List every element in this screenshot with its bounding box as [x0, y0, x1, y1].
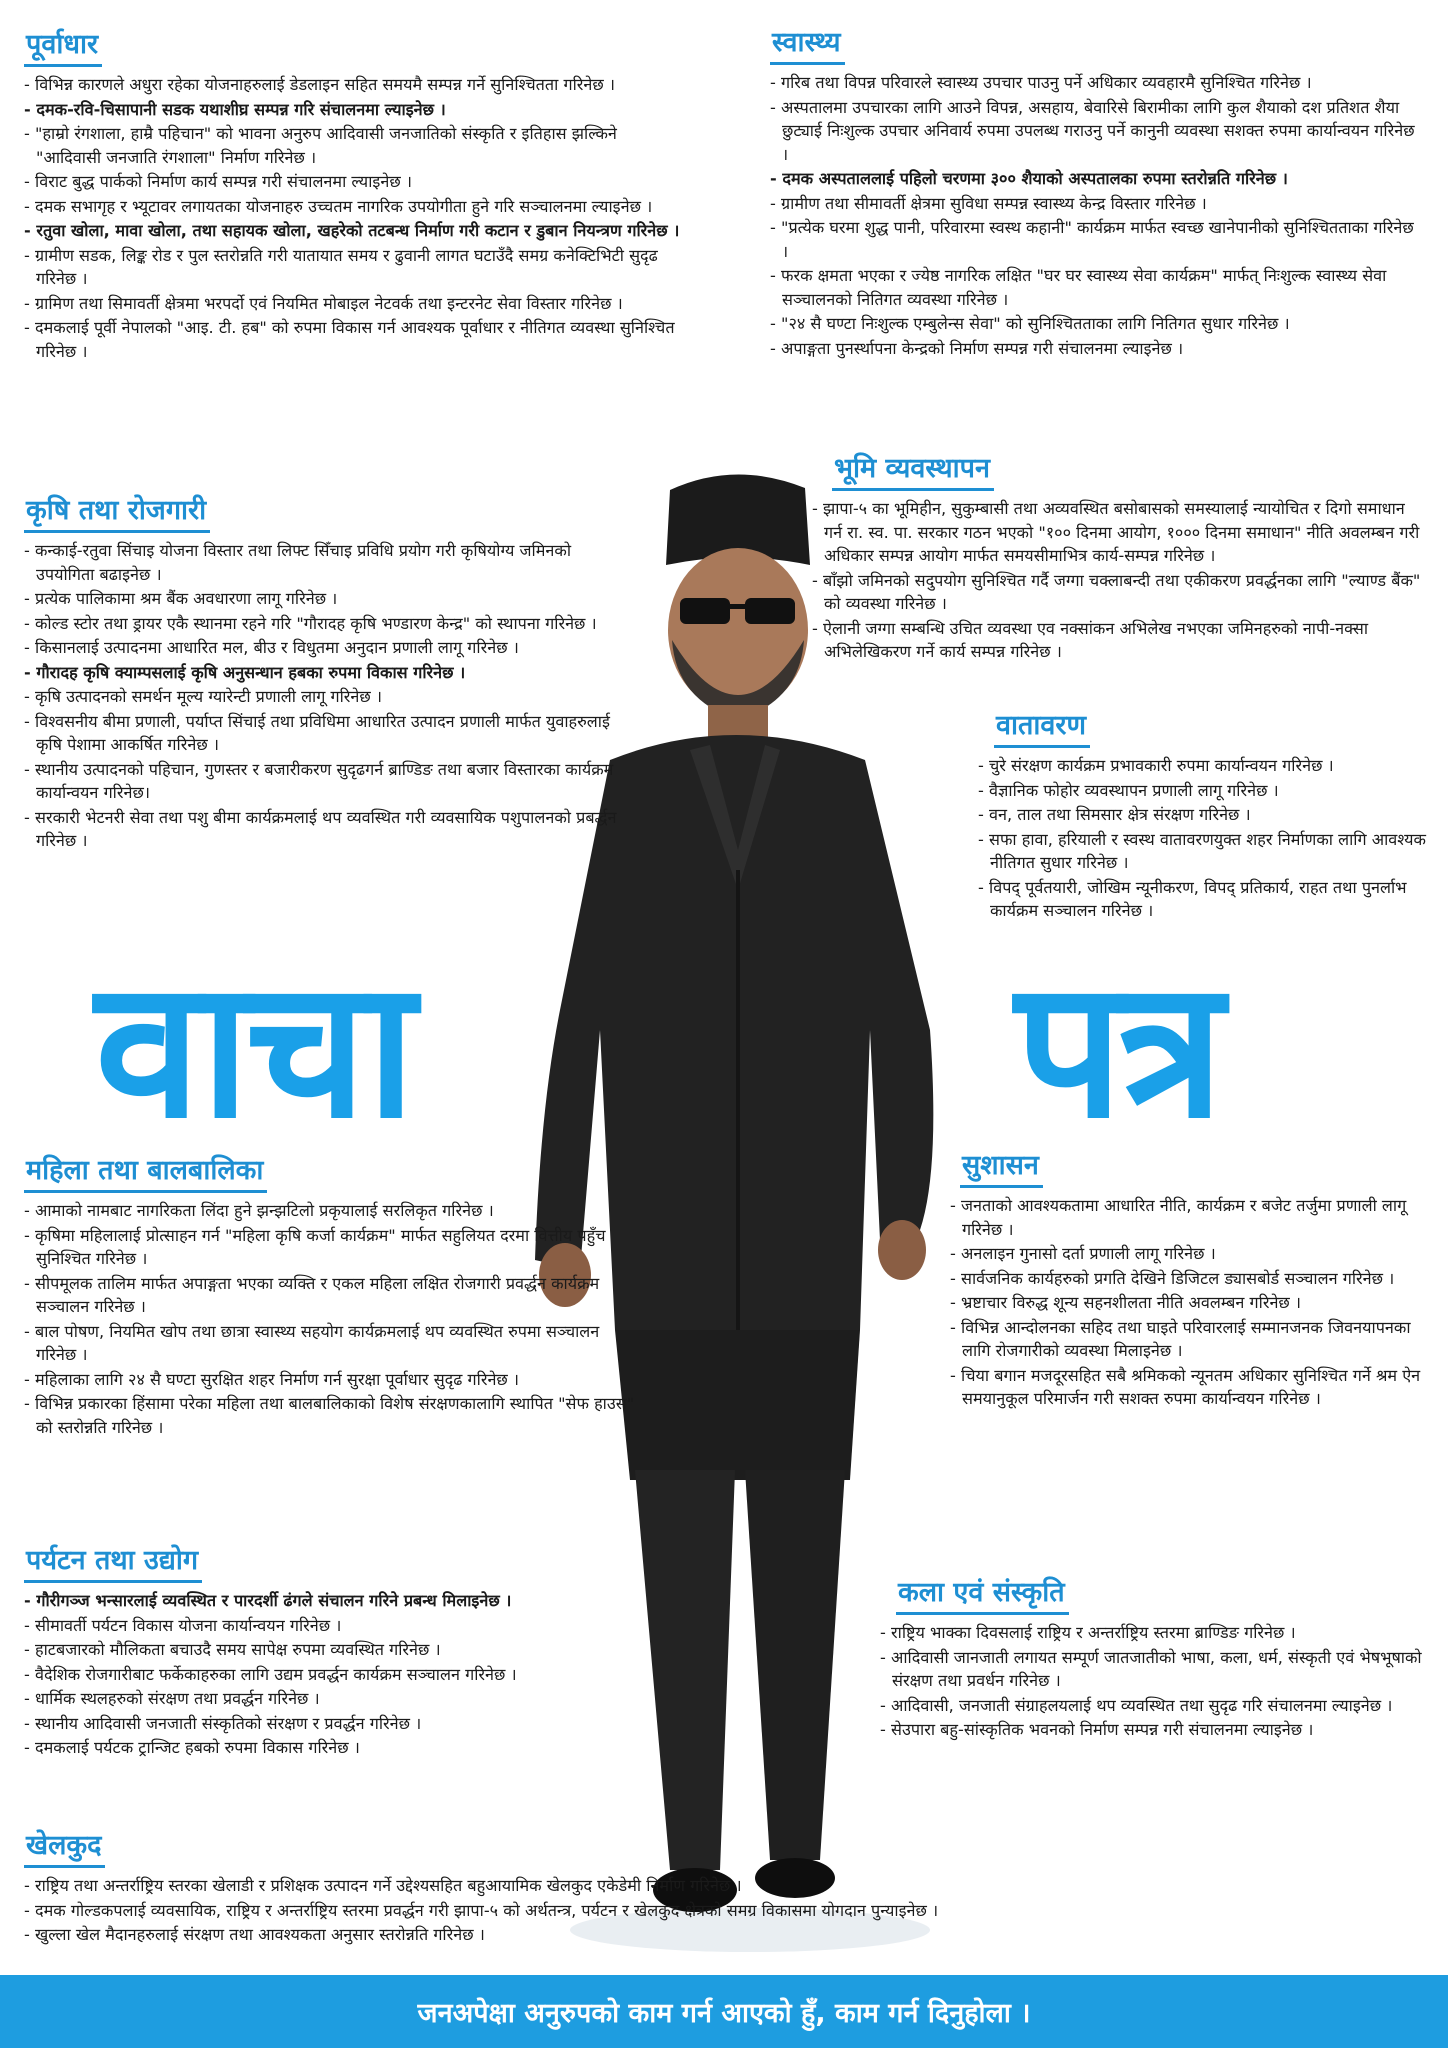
- section-list: [812, 497, 1427, 664]
- list-item: - अनलाइन गुनासो दर्ता प्रणाली लागू गरिनेछ ।: [950, 1242, 1428, 1266]
- section-land: [812, 448, 1427, 665]
- list-item: - भ्रष्टाचार विरुद्ध शून्य सहनशीलता नीति अवलम्बन गरिनेछ ।: [950, 1291, 1428, 1315]
- list-item: - वन, ताल तथा सिमसार क्षेत्र संरक्षण गरिनेछ ।: [978, 803, 1428, 827]
- list-item: - "प्रत्येक घरमा शुद्ध पानी, परिवारमा स्वस्थ कहानी" कार्यक्रम मार्फत स्वच्छ खानेपानीको सुनिश्चितताका गरिनेछ ।: [770, 216, 1420, 263]
- list-item: - विराट बुद्ध पार्कको निर्माण कार्य सम्पन्न गरी संचालनमा ल्याइनेछ ।: [24, 170, 684, 194]
- list-item: - राष्ट्रिय भाक्का दिवसलाई राष्ट्रिय र अन्तर्राष्ट्रिय स्तरमा ब्राण्डिङ गरिनेछ ।: [880, 1621, 1428, 1645]
- list-item: - दमक गोल्डकपलाई व्यवसायिक, राष्ट्रिय र अन्तर्राष्ट्रिय स्तरमा प्रवर्द्धन गरी झापा-५ को अर्थतन्त्र, पर्यटन र खेलकुद क्षेत्रको समग्र विकासमा योगदान पुन्याइनेछ ।: [24, 1899, 1424, 1923]
- list-item: - फरक क्षमता भएका र ज्येष्ठ नागरिक लक्षित "घर घर स्वास्थ्य सेवा कार्यक्रम" मार्फत् निःशुल्क स्वास्थ्य सेवा सञ्चालनको नितिगत व्यवस्था गरिनेछ ।: [770, 264, 1420, 311]
- list-item: - किसानलाई उत्पादनमा आधारित मल, बीउ र विधुतमा अनुदान प्रणाली लागू गरिनेछ ।: [24, 636, 624, 660]
- section-list: [978, 754, 1428, 923]
- list-item: - चिया बगान मजदूरसहित सबै श्रमिकको न्यूनतम अधिकार सुनिश्चित गर्ने श्रम ऐन समयानुकूल परिमार्जन गरी सशक्त रुपमा कार्यान्वयन गरिनेछ ।: [950, 1364, 1428, 1411]
- section-list: [24, 1589, 644, 1760]
- list-item: - बाँझो जमिनको सदुपयोग सुनिश्चित गर्दै जग्गा चक्लाबन्दी तथा एकीकरण प्रवर्द्धनका लागि "ल्याण्ड बैंक" को व्यवस्था गरिनेछ ।: [812, 569, 1427, 616]
- list-item: - कृषि उत्पादनको समर्थन मूल्य ग्यारेन्टी प्रणाली लागू गरिनेछ ।: [24, 685, 624, 709]
- list-item: - आदिवासी, जनजाती संग्राहलयलाई थप व्यवस्थित तथा सुदृढ गरि संचालनमा ल्याइनेछ ।: [880, 1694, 1428, 1718]
- list-item: - वैज्ञानिक फोहोर व्यवस्थापन प्रणाली लागू गरिनेछ ।: [978, 779, 1428, 803]
- section-women: [24, 1150, 644, 1440]
- section-list: [950, 1194, 1428, 1411]
- list-item: - गरिब तथा विपन्न परिवारले स्वास्थ्य उपचार पाउनु पर्ने अधिकार व्यवहारमै सुनिश्चित गरिनेछ ।: [770, 71, 1420, 95]
- section-list: [24, 539, 624, 853]
- list-item: - वैदेशिक रोजगारीबाट फर्केकाहरुका लागि उद्यम प्रवर्द्धन कार्यक्रम सञ्चालन गरिनेछ ।: [24, 1663, 644, 1687]
- list-item: - गौरादह कृषि क्याम्पसलाई कृषि अनुसन्धान हबका रुपमा विकास गरिनेछ ।: [24, 661, 624, 685]
- section-heading: कला एवं संस्कृति: [896, 1572, 1069, 1615]
- section-heading: पूर्वाधार: [24, 24, 102, 67]
- list-item: - हाटबजारको मौलिकता बचाउदै समय सापेक्ष रुपमा व्यवस्थित गरिनेछ ।: [24, 1638, 644, 1662]
- list-item: - झापा-५ का भूमिहीन, सुकुम्बासी तथा अव्यवस्थित बसोबासको समस्यालाई न्यायोचित र दिगो समाधान गर्न रा. स्व. पा. सरकार गठन भएको "१०० दिनमा आयोग, १००० दिनमा समाधान" नीति अवलम्बन गरी अधिकार सम्पन्न आयोग मार्फत समयसीमाभित्र कार्य-सम्पन्न गरिनेछ ।: [812, 497, 1427, 568]
- section-heading: भूमि व्यवस्थापन: [832, 448, 994, 491]
- section-agriculture: [24, 490, 624, 854]
- section-heading: कृषि तथा रोजगारी: [24, 490, 210, 533]
- section-heading: सुशासन: [960, 1145, 1043, 1188]
- footer-slogan: जनअपेक्षा अनुरुपको काम गर्न आएको हुँ, काम गर्न दिनुहोला ।: [417, 1998, 1031, 2029]
- list-item: - विपद् पूर्वतयारी, जोखिम न्यूनीकरण, विपद् प्रतिकार्य, राहत तथा पुनर्लाभ कार्यक्रम सञ्चालन गरिनेछ ।: [978, 876, 1428, 923]
- list-item: - स्थानीय आदिवासी जनजाती संस्कृतिको संरक्षण र प्रवर्द्धन गरिनेछ ।: [24, 1712, 644, 1736]
- list-item: - ग्रामिण तथा सिमावर्ती क्षेत्रमा भरपर्दो एवं नियमित मोबाइल नेटवर्क तथा इन्टरनेट सेवा विस्तार गरिनेछ ।: [24, 292, 684, 316]
- list-item: - सरकारी भेटनरी सेवा तथा पशु बीमा कार्यक्रमलाई थप व्यवस्थित गरी व्यवसायिक पशुपालनको प्रबर्द्धन गरिनेछ ।: [24, 806, 624, 853]
- section-infrastructure: [24, 24, 684, 364]
- section-list: [880, 1621, 1428, 1742]
- section-list: [770, 71, 1420, 360]
- list-item: - दमक सभागृह र भ्यूटावर लगायतका योजनाहरु उच्चतम नागरिक उपयोगीता हुने गरि सञ्चालनमा ल्याइनेछ ।: [24, 195, 684, 219]
- section-culture: [880, 1572, 1428, 1743]
- banner-word-right: पत्र: [1015, 939, 1220, 1160]
- list-item: - महिलाका लागि २४ सै घण्टा सुरक्षित शहर निर्माण गर्न सुरक्षा पूर्वाधार सुदृढ गरिनेछ ।: [24, 1368, 644, 1392]
- list-item: - कोल्ड स्टोर तथा ड्रायर एकै स्थानमा रहने गरि "गौरादह कृषि भण्डारण केन्द्र" को स्थापना गरिनेछ ।: [24, 612, 624, 636]
- list-item: - ऐलानी जग्गा सम्बन्धि उचित व्यवस्था एव नक्सांकन अभिलेख नभएका जमिनहरुको नापी-नक्सा अभिलेखिकरण गर्ने कार्य सम्पन्न गरिनेछ ।: [812, 617, 1427, 664]
- list-item: - कन्काई-रतुवा सिंचाइ योजना विस्तार तथा लिफ्ट सिँचाइ प्रविधि प्रयोग गरी कृषियोग्य जमिनको उपयोगिता बढाइनेछ ।: [24, 539, 624, 586]
- section-governance: [950, 1145, 1428, 1412]
- section-heading: महिला तथा बालबालिका: [24, 1150, 267, 1193]
- list-item: - विश्वसनीय बीमा प्रणाली, पर्याप्त सिंचाई तथा प्रविधिमा आधारित उत्पादन प्रणाली मार्फत युवाहरुलाई कृषि पेशामा आकर्षित गरिनेछ ।: [24, 710, 624, 757]
- list-item: - ग्रामीण सडक, लिङ्क रोड र पुल स्तरोन्नति गरी यातायात समय र ढुवानी लागत घटाउँदै समग्र कनेक्टिभिटी सुदृढ गरिनेछ ।: [24, 244, 684, 291]
- list-item: - आमाको नामबाट नागरिकता लिंदा हुने झन्झटिलो प्रकृयालाई सरलिकृत गरिनेछ ।: [24, 1199, 644, 1223]
- list-item: - दमकलाई पर्यटक ट्रान्जिट हबको रुपमा विकास गरिनेछ ।: [24, 1736, 644, 1760]
- list-item: - सेउपारा बहु-सांस्कृतिक भवनको निर्माण सम्पन्न गरी संचालनमा ल्याइनेछ ।: [880, 1718, 1428, 1742]
- list-item: - विभिन्न प्रकारका हिंसामा परेका महिला तथा बालबालिकाको विशेष संरक्षणकालागि स्थापित "सेफ हाउस" को स्तरोन्नति गरिनेछ ।: [24, 1392, 644, 1439]
- list-item: - विभिन्न कारणले अधुरा रहेका योजनाहरुलाई डेडलाइन सहित समयमै सम्पन्न गर्ने सुनिश्चितता गरिनेछ ।: [24, 73, 684, 97]
- list-item: - धार्मिक स्थलहरुको संरक्षण तथा प्रवर्द्धन गरिनेछ ।: [24, 1687, 644, 1711]
- list-item: - सफा हावा, हरियाली र स्वस्थ वातावरणयुक्त शहर निर्माणका लागि आवश्यक नीतिगत सुधार गरिनेछ ।: [978, 828, 1428, 875]
- section-environment: [978, 705, 1428, 924]
- section-heading: पर्यटन तथा उद्योग: [24, 1540, 202, 1583]
- list-item: - विभिन्न आन्दोलनका सहिद तथा घाइते परिवारलाई सम्मानजनक जिवनयापनका लागि रोजगारीको व्यवस्था मिलाइनेछ ।: [950, 1316, 1428, 1363]
- list-item: - कृषिमा महिलालाई प्रोत्साहन गर्न "महिला कृषि कर्जा कार्यक्रम" मार्फत सहुलियत दरमा वित्तीय पहुँच सुनिश्चित गरिनेछ ।: [24, 1224, 644, 1271]
- section-sports: [24, 1825, 1424, 1948]
- section-list: [24, 1874, 1424, 1947]
- list-item: - रतुवा खोला, मावा खोला, तथा सहायक खोला, खहरेको तटबन्ध निर्माण गरी कटान र डुबान नियन्त्रण गरिनेछ ।: [24, 219, 684, 243]
- section-heading: खेलकुद: [24, 1825, 105, 1868]
- section-tourism: [24, 1540, 644, 1761]
- list-item: - प्रत्येक पालिकामा श्रम बैंक अवधारणा लागू गरिनेछ ।: [24, 587, 624, 611]
- list-item: - आदिवासी जानजाती लगायत सम्पूर्ण जातजातीको भाषा, कला, धर्म, संस्कृती एवं भेषभूषाको संरक्षण तथा प्रवर्धन गरिनेछ ।: [880, 1646, 1428, 1693]
- list-item: - स्थानीय उत्पादनको पहिचान, गुणस्तर र बजारीकरण सुदृढगर्न ब्राण्डिङ तथा बजार विस्तारका कार्यक्रम कार्यान्वयन गरिनेछ।: [24, 758, 624, 805]
- banner-word-left: वाचा: [95, 939, 412, 1160]
- list-item: - चुरे संरक्षण कार्यक्रम प्रभावकारी रुपमा कार्यान्वयन गरिनेछ ।: [978, 754, 1428, 778]
- section-list: [24, 1199, 644, 1439]
- list-item: - गौरीगञ्ज भन्सारलाई व्यवस्थित र पारदर्शी ढंगले संचालन गरिने प्रबन्ध मिलाइनेछ ।: [24, 1589, 644, 1613]
- list-item: - सीपमूलक तालिम मार्फत अपाङ्गता भएका व्यक्ति र एकल महिला लक्षित रोजगारी प्रवर्द्धन कार्यक्रम सञ्चालन गरिनेछ ।: [24, 1272, 644, 1319]
- list-item: - दमक अस्पताललाई पहिलो चरणमा ३०० शैयाको अस्पतालका रुपमा स्तरोन्नति गरिनेछ ।: [770, 167, 1420, 191]
- list-item: - ग्रामीण तथा सीमावर्ती क्षेत्रमा सुविधा सम्पन्न स्वास्थ्य केन्द्र विस्तार गरिनेछ ।: [770, 192, 1420, 216]
- list-item: - बाल पोषण, नियमित खोप तथा छात्रा स्वास्थ्य सहयोग कार्यक्रमलाई थप व्यवस्थित रुपमा सञ्चालन गरिनेछ ।: [24, 1320, 644, 1367]
- section-list: [24, 73, 684, 363]
- list-item: - दमक-रवि-चिसापानी सडक यथाशीघ्र सम्पन्न गरि संचालनमा ल्याइनेछ ।: [24, 98, 684, 122]
- list-item: - सीमावर्ती पर्यटन विकास योजना कार्यान्वयन गरिनेछ ।: [24, 1614, 644, 1638]
- list-item: - अस्पतालमा उपचारका लागि आउने विपन्न, असहाय, बेवारिसे बिरामीका लागि कुल शैयाको दश प्रतिशत शैया छुट्याई निःशुल्क उपचार अनिवार्य रुपमा उपलब्ध गराउनु पर्ने कानुनी व्यवस्था सशक्त रुपमा कार्यान्वयन गरिनेछ ।: [770, 96, 1420, 167]
- list-item: - जनताको आवश्यकतामा आधारित नीति, कार्यक्रम र बजेट तर्जुमा प्रणाली लागू गरिनेछ ।: [950, 1194, 1428, 1241]
- list-item: - खुल्ला खेल मैदानहरुलाई संरक्षण तथा आवश्यकता अनुसार स्तरोन्नति गरिनेछ ।: [24, 1923, 1424, 1947]
- section-health: [770, 22, 1420, 361]
- section-heading: वातावरण: [994, 705, 1090, 748]
- section-heading: स्वास्थ्य: [770, 22, 845, 65]
- list-item: - सार्वजनिक कार्यहरुको प्रगति देखिने डिजिटल ड्यासबोर्ड सञ्चालन गरिनेछ ।: [950, 1267, 1428, 1291]
- list-item: - राष्ट्रिय तथा अन्तर्राष्ट्रिय स्तरका खेलाडी र प्रशिक्षक उत्पादन गर्ने उद्देश्यसहित बहुआयामिक खेलकुद एकेडेमी निर्माण गरिनेछ ।: [24, 1874, 1424, 1898]
- list-item: - अपाङ्गता पुनर्स्थापना केन्द्रको निर्माण सम्पन्न गरी संचालनमा ल्याइनेछ ।: [770, 337, 1420, 361]
- list-item: - दमकलाई पूर्वी नेपालको "आइ. टी. हब" को रुपमा विकास गर्न आवश्यक पूर्वाधार र नीतिगत व्यवस्था सुनिश्चित गरिनेछ ।: [24, 316, 684, 363]
- list-item: - "हाम्रो रंगशाला, हाम्रै पहिचान" को भावना अनुरुप आदिवासी जनजातिको संस्कृति र इतिहास झल्किने "आदिवासी जनजाति रंगशाला" निर्माण गरिनेछ ।: [24, 122, 684, 169]
- list-item: - "२४ सै घण्टा निःशुल्क एम्बुलेन्स सेवा" को सुनिश्चितताका लागि नितिगत सुधार गरिनेछ ।: [770, 312, 1420, 336]
- footer-banner: [0, 1975, 1448, 2048]
